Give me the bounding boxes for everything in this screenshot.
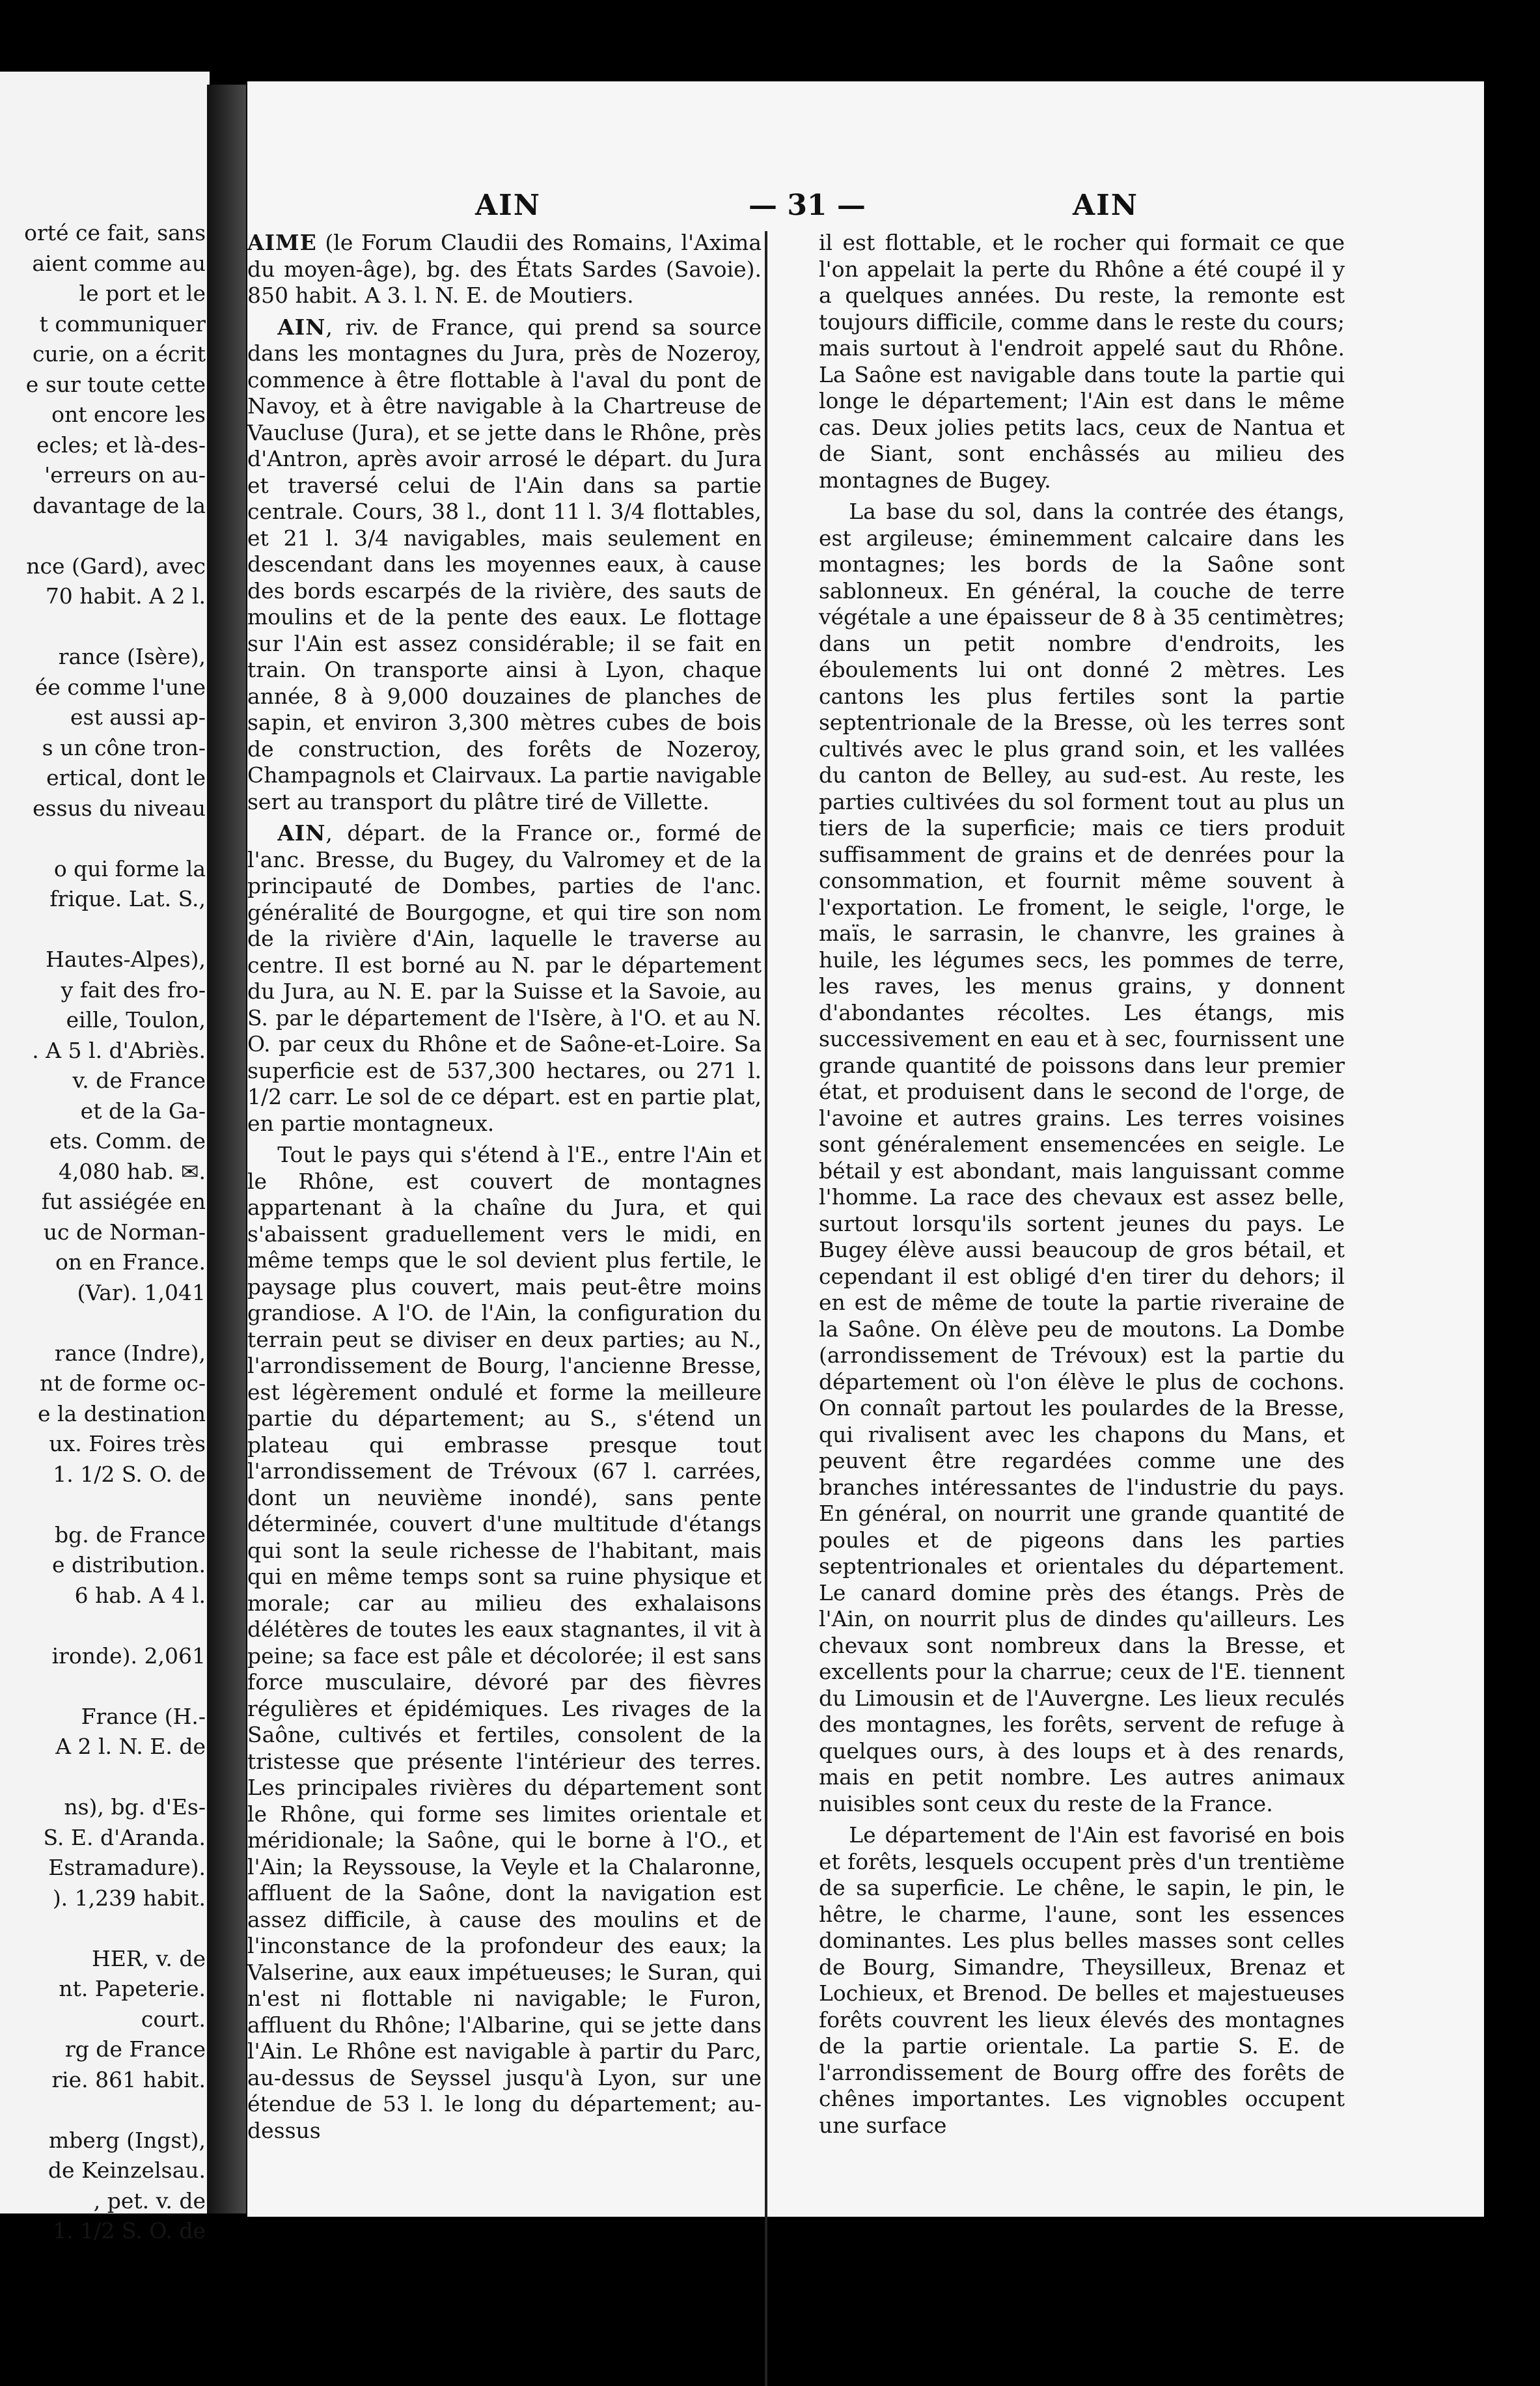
- left-page-line: [0, 1611, 210, 1641]
- left-page-line: France (H.-: [81, 1703, 206, 1729]
- left-page-line: [0, 1762, 210, 1793]
- left-page-line: curie, on a écrit: [33, 341, 206, 367]
- left-page-line: de Keinzelsau.: [48, 2157, 206, 2183]
- left-page-line: s un cône tron-: [42, 734, 206, 760]
- left-text-column: [247, 230, 762, 2144]
- left-page-line: rance (Isère),: [58, 644, 206, 669]
- left-page-line: mberg (Ingst),: [48, 2127, 206, 2153]
- left-page-line: ont encore les: [51, 402, 206, 427]
- column-rule: [765, 231, 767, 2386]
- left-page-line: t communiquer: [39, 311, 206, 337]
- headword: AIN: [277, 820, 326, 846]
- left-page-line: orté ce fait, sans: [24, 220, 206, 245]
- left-page-line: court.: [141, 2006, 206, 2032]
- left-page-line: on en France.: [55, 1249, 206, 1275]
- left-page-line: 70 habit. A 2 l.: [45, 583, 206, 609]
- left-page-line: [0, 612, 210, 643]
- headword: AIN: [277, 314, 326, 340]
- page-number: — 31 —: [749, 189, 866, 222]
- left-page-line: e sur toute cette: [25, 371, 206, 397]
- adjacent-left-page: [0, 72, 210, 2243]
- left-page-line: 'erreurs on au-: [44, 462, 206, 488]
- left-page-line: (Var). 1,041: [77, 1279, 206, 1305]
- left-page-line: nce (Gard), avec: [26, 553, 206, 579]
- book-gutter: [207, 85, 246, 2213]
- left-page-line: 6 hab. A 4 l.: [74, 1582, 206, 1608]
- left-page-text-column: [0, 218, 210, 2247]
- left-page-line: S. E. d'Aranda.: [43, 1824, 206, 1850]
- left-page-line: [0, 521, 210, 551]
- left-page-line: fut assiégée en: [41, 1189, 206, 1214]
- entry-ain-department: [247, 820, 762, 1137]
- paragraph: Le département de l'Ain est favorisé en bois et forêts, lesquels occupent près d'un trentième de sa superficie. Le chêne, le sapin, le pin, le hêtre, le charme, l'aune, sont les essences dominantes. Les plus belles masses sont celles de Bourg, Simandre, Theysilleux, Brenaz et Lochieux, et Brenod. De belles et majestueuses forêts couvrent les lieux élevés des montagnes de la partie orientale. La partie S. E. de l'arrondissement de Bourg offre des forêts de chênes importantes. Les vignobles occupent une surface: [819, 1822, 1345, 2138]
- left-page-line: [0, 824, 210, 854]
- entry-aime: [247, 230, 762, 309]
- left-page-line: [0, 1671, 210, 1702]
- left-page-line: A 2 l. N. E. de: [55, 1734, 206, 1759]
- left-page-line: ertical, dont le: [46, 765, 206, 790]
- paragraph: il est flottable, et le rocher qui formait ce que l'on appelait la perte du Rhône a été coupé il y a quelques années. Du reste, la remonte est toujours difficile, comme dans le reste du cours; mais surtout à l'endroit appelé saut du Rhône. La Saône est navigable dans toute la partie qui longe le département; l'Ain est dans le même cas. Deux jolies petits lacs, ceux de Nantua et de Siant, sont enchâssés au milieu des montagnes de Bugey.: [819, 230, 1345, 493]
- left-page-line: essus du niveau: [33, 795, 206, 821]
- left-page-line: 1. 1/2 S. O. de: [53, 1461, 206, 1487]
- left-page-line: et de la Ga-: [80, 1098, 206, 1124]
- left-page-line: , pet. v. de: [93, 2187, 206, 2213]
- left-page-line: est aussi ap-: [70, 704, 206, 730]
- left-page-line: bg. de France: [55, 1521, 206, 1547]
- left-page-line: e distribution.: [51, 1552, 206, 1577]
- left-page-line: Estramadure).: [48, 1855, 206, 1880]
- left-page-line: nt. Papeterie.: [59, 1976, 206, 2001]
- left-page-line: ironde). 2,061: [51, 1643, 206, 1669]
- left-page-line: HER, v. de: [91, 1945, 206, 1971]
- left-page-line: [0, 915, 210, 945]
- left-page-line: uc de Norman-: [43, 1219, 206, 1245]
- left-page-line: rie. 861 habit.: [51, 2066, 206, 2092]
- left-page-line: [0, 2095, 210, 2126]
- left-page-line: ). 1,239 habit.: [52, 1885, 206, 1911]
- entry-ain-river: [247, 314, 762, 816]
- left-page-line: 4,080 hab. ✉.: [58, 1158, 206, 1184]
- left-page-line: rg de France: [64, 2036, 206, 2062]
- left-page-line: ecles; et là-des-: [36, 432, 206, 458]
- left-page-line: Hautes-Alpes),: [46, 947, 206, 972]
- left-page-line: ux. Foires très: [49, 1431, 206, 1456]
- entry-text: , riv. de France, qui prend sa source dans les montagnes du Jura, près de Nozeroy, commence à être flottable à l'aval du pont de Navoy, et à être navigable à la Chartreuse de Vaucluse (Jura), et se jette dans le Rhône, près d'Antron, après avoir arrosé le départ. du Jura et traversé celui de l'Ain dans sa partie centrale. Cours, 38 l., dont 11 l. 3/4 flottables, et 21 l. 3/4 navigables, mais seulement en descendant dans les moyennes eaux, à cause des bords escarpés de la rivière, des sauts de moulins et de la pente des eaux. Le flottage sur l'Ain est assez considérable; il se fait en train. On transporte ainsi à Lyon, chaque année, 8 à 9,000 douzaines de planches de sapin, et environ 3,300 mètres cubes de bois de construction, des forêts de Nozeroy, Champagnols et Clairvaux. La partie navigable sert au transport du plâtre tiré de Villette.: [247, 314, 762, 814]
- left-page-line: v. de France: [72, 1068, 206, 1093]
- left-page-line: 1. 1/2 S. O. de: [53, 2218, 206, 2243]
- left-page-line: . A 5 l. d'Abriès.: [32, 1037, 206, 1063]
- left-page-line: y fait des fro-: [61, 977, 206, 1003]
- left-page-line: frique. Lat. S.,: [49, 886, 206, 911]
- left-page-line: davantage de la: [33, 492, 206, 518]
- running-head-left: AIN: [475, 189, 541, 222]
- left-page-line: [0, 1490, 210, 1520]
- left-page-line: e la destination: [37, 1400, 206, 1426]
- left-page-line: [0, 1913, 210, 1944]
- left-page-line: [0, 1308, 210, 1339]
- left-page-line: eille, Toulon,: [66, 1007, 206, 1033]
- left-page-line: rance (Indre),: [54, 1340, 206, 1366]
- left-page-line: aient comme au: [32, 250, 206, 276]
- main-page: [247, 81, 1484, 2217]
- entry-text: (le Forum Claudii des Romains, l'Axima du moyen-âge), bg. des États Sardes (Savoie). 850 habit. A 3. l. N. E. de Moutiers.: [247, 230, 762, 308]
- page-header: [247, 189, 1484, 228]
- headword: AIME: [247, 230, 317, 255]
- left-page-line: le port et le: [79, 281, 206, 306]
- left-page-line: ée comme l'une: [34, 674, 206, 700]
- left-page-line: ns), bg. d'Es-: [64, 1794, 206, 1820]
- left-page-line: o qui forme la: [53, 855, 206, 881]
- paragraph: Tout le pays qui s'étend à l'E., entre l'Ain et le Rhône, est couvert de montagnes appartenant à la chaîne du Jura, et qui s'abaissent graduellement vers le midi, en même temps que le sol devient plus fertile, le paysage plus couvert, mais peut-être moins grandiose. A l'O. de l'Ain, la configuration du terrain peut se diviser en deux parties; au N., l'arrondissement de Bourg, l'ancienne Bresse, est légèrement ondulé et forme la meilleure partie du département; au S., s'étend un plateau qui embrasse presque tout l'arrondissement de Trévoux (67 l. carrées, dont un neuvième inondé), sans pente déterminée, couvert d'une multitude d'étangs qui sont la seule richesse de l'habitant, mais qui en même temps sont sa ruine physique et morale; car au milieu des exhalaisons délétères de toutes les eaux stagnantes, il vit à peine; sa face est pâle et décolorée; il est sans force musculaire, dévoré par des fièvres régulières et épidémiques. Les rivages de la Saône, cultivés et fertiles, consolent de la tristesse que présente l'intérieur des terres. Les principales rivières du département sont le Rhône, qui forme ses limites orientale et méridionale; la Saône, qui le borne à l'O., et l'Ain; la Reyssouse, la Veyle et la Chalaronne, affluent de la Saône, dont la navigation est assez difficile, à cause des moulins et de l'inconstance de la profondeur des eaux; la Valserine, aux eaux impétueuses; le Suran, qui n'est ni flottable ni navigable; le Furon, affluent du Rhône; l'Albarine, qui se jette dans l'Ain. Le Rhône est navigable à partir du Parc, au-dessus de Seyssel jusqu'à Lyon, sur une étendue de 53 l. le long du département; au-dessus: [247, 1142, 762, 2143]
- left-page-line: ets. Comm. de: [49, 1128, 206, 1154]
- right-text-column: [819, 230, 1345, 2139]
- entry-text: , départ. de la France or., formé de l'anc. Bresse, du Bugey, du Valromey et de la principauté de Dombes, parties de l'anc. généralité de Bourgogne, et qui tire son nom de la rivière d'Ain, laquelle le traverse au centre. Il est borné au N. par le département du Jura, au N. E. par la Suisse et la Savoie, au S. par le département de l'Isère, à l'O. et au N. O. par ceux du Rhône et de Saône-et-Loire. Sa superficie est de 537,300 hectares, ou 271 l. 1/2 carr. Le sol de ce départ. est en partie plat, en partie montagneux.: [247, 820, 762, 1136]
- running-head-right: AIN: [1073, 189, 1138, 222]
- paragraph: La base du sol, dans la contrée des étangs, est argileuse; éminemment calcaire dans les montagnes; les bords de la Saône sont sablonneux. En général, la couche de terre végétale a une épaisseur de 8 à 35 centimètres; dans un petit nombre d'endroits, les éboulements lui ont donné 2 mètres. Les cantons les plus fertiles sont la partie septentrionale de la Bresse, où les terres sont cultivés avec le plus grand soin, et les vallées du canton de Belley, au sud-est. Au reste, les parties cultivées du sol forment tout au plus un tiers de la superficie; mais ce tiers produit suffisamment de grains et de denrées pour la consommation, et fournit même souvent à l'exportation. Le froment, le seigle, l'orge, le maïs, le sarrasin, le chanvre, les graines à huile, les légumes secs, les pommes de terre, les raves, les menus grains, y donnent d'abondantes récoltes. Les étangs, mis successivement en eau et à sec, fournissent une grande quantité de poissons dans leur premier état, et produisent dans le second de l'orge, de l'avoine et autres grains. Les terres voisines sont généralement ensemencées en seigle. Le bétail y est abondant, mais languissant comme l'homme. La race des chevaux est assez belle, surtout lorsqu'ils sortent jeunes du pays. Le Bugey élève aussi beaucoup de gros bétail, et cependant il est obligé d'en tirer du dehors; il en est de même de toute la partie riveraine de la Saône. On élève peu de moutons. La Dombe (arrondissement de Trévoux) est la partie du département où l'on élève le plus de cochons. On connaît partout les poulardes de la Bresse, qui rivalisent avec les chapons du Mans, et peuvent être regardées comme une des branches intéressantes de l'industrie du pays. En général, on nourrit une grande quantité de poules et de pigeons dans les parties septentrionales et orientales du département. Le canard domine près des étangs. Près de l'Ain, on nourrit plus de dindes qu'ailleurs. Les chevaux sont nombreux dans la Bresse, et excellents pour la charrue; ceux de l'E. tiennent du Limousin et de l'Auvergne. Les lieux reculés des montagnes, les forêts, servent de refuge à quelques ours, à des loups et à des renards, mais en petit nombre. Les autres animaux nuisibles sont ceux du reste de la France.: [819, 499, 1345, 1816]
- left-page-line: nt de forme oc-: [40, 1370, 206, 1396]
